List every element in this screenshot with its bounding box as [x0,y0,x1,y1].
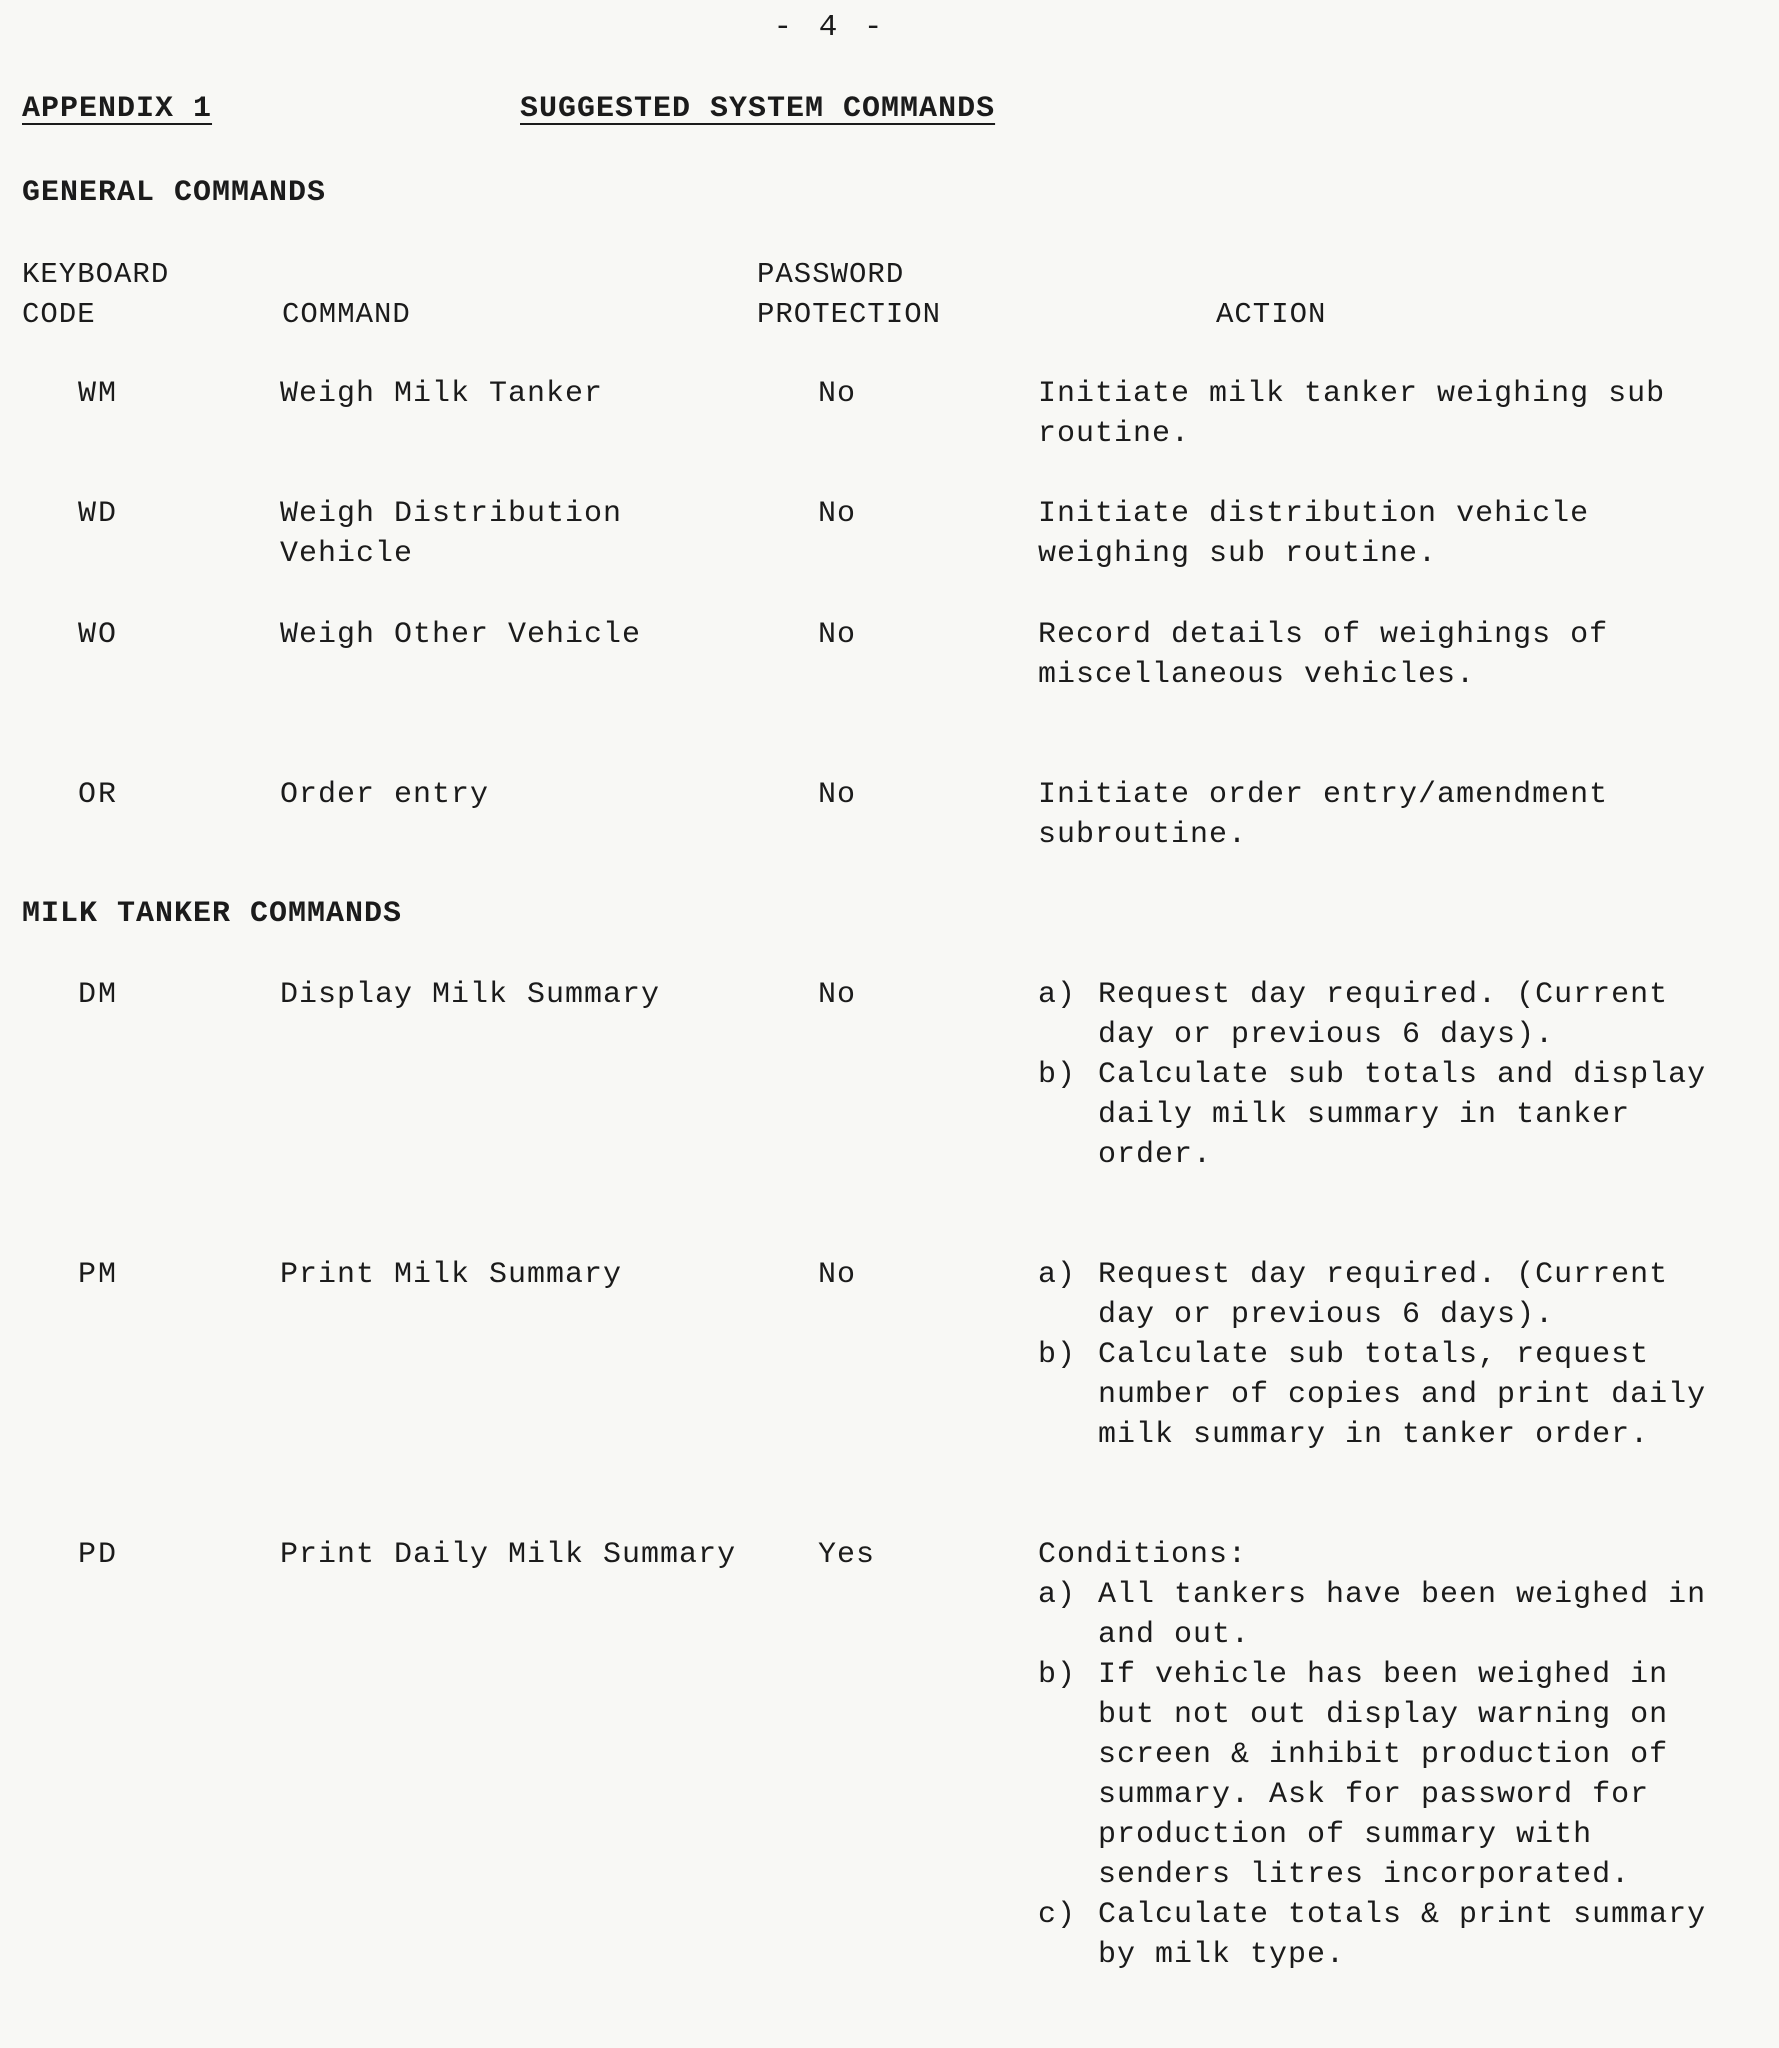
command-name: Weigh Milk Tanker [280,377,604,411]
action-item [1038,1255,1738,1335]
action-item-marker: c) [1038,1898,1077,1932]
milk-tanker-commands-heading: MILK TANKER COMMANDS [22,897,403,931]
appendix-label: APPENDIX 1 [22,92,213,126]
action-item-marker: b) [1038,1058,1077,1092]
action-item-text: If vehicle has been weighed in but not out display warning on screen & inhibit production of summary. Ask for password for production of summary with senders litres incorporated. [1098,1658,1669,1892]
command-name: Order entry [280,778,490,812]
password-protection: No [818,778,857,812]
action-item-text: Calculate sub totals and display daily milk summary in tanker order. [1098,1058,1707,1172]
action-item [1038,1895,1738,1975]
command-code: WM [78,377,119,411]
command-code: WD [78,497,119,531]
command-code: WO [78,618,119,652]
action-list [1038,1575,1738,1975]
command-name: Print Daily Milk Summary [280,1538,737,1572]
action-item [1038,1055,1738,1175]
action-item [1038,1655,1738,1895]
password-protection: No [818,618,857,652]
document-title: SUGGESTED SYSTEM COMMANDS [520,92,996,126]
command-action [1038,975,1738,1175]
command-action [1038,1535,1738,1975]
action-item-text: Calculate sub totals, request number of copies and print daily milk summary in tanker order. [1098,1338,1707,1452]
command-code: PM [78,1258,119,1292]
password-protection: No [818,497,857,531]
action-item-text: All tankers have been weighed in and out. [1098,1578,1707,1652]
command-action: Initiate distribution vehicle weighing sub routine. [1038,497,1590,571]
action-item-marker: a) [1038,1578,1077,1612]
action-item-text: Request day required. (Current day or previous 6 days). [1098,1258,1669,1332]
command-action: Initiate order entry/amendment subroutine. [1038,778,1609,852]
action-header: ACTION [1216,298,1327,331]
action-item [1038,975,1738,1055]
keyboard-code-header: KEYBOARD CODE [22,258,170,331]
action-list [1038,1255,1738,1455]
action-item-marker: a) [1038,978,1077,1012]
password-protection: No [818,377,857,411]
page-number: - 4 - [773,10,887,45]
command-code: DM [78,978,119,1012]
action-item-text: Request day required. (Current day or previous 6 days). [1098,978,1669,1052]
password-protection-header: PASSWORD PROTECTION [757,258,942,331]
command-name: Weigh Other Vehicle [280,618,642,652]
command-code: OR [78,778,119,812]
action-intro: Conditions: [1038,1538,1248,1572]
password-protection: Yes [818,1538,876,1572]
command-name: Print Milk Summary [280,1258,623,1292]
action-item-marker: b) [1038,1338,1077,1372]
command-action: Initiate milk tanker weighing sub routine. [1038,377,1666,451]
action-list [1038,975,1738,1175]
general-commands-heading: GENERAL COMMANDS [22,176,327,210]
command-name: Display Milk Summary [280,978,661,1012]
command-action [1038,1255,1738,1455]
password-protection: No [818,1258,857,1292]
action-item-marker: a) [1038,1258,1077,1292]
password-protection: No [818,978,857,1012]
action-item [1038,1575,1738,1655]
command-code: PD [78,1538,119,1572]
action-item [1038,1335,1738,1455]
command-name: Weigh Distribution Vehicle [280,497,623,571]
action-item-text: Calculate totals & print summary by milk type. [1098,1898,1707,1972]
command-action: Record details of weighings of miscellaneous vehicles. [1038,618,1609,692]
command-header: COMMAND [282,298,411,331]
action-item-marker: b) [1038,1658,1077,1692]
